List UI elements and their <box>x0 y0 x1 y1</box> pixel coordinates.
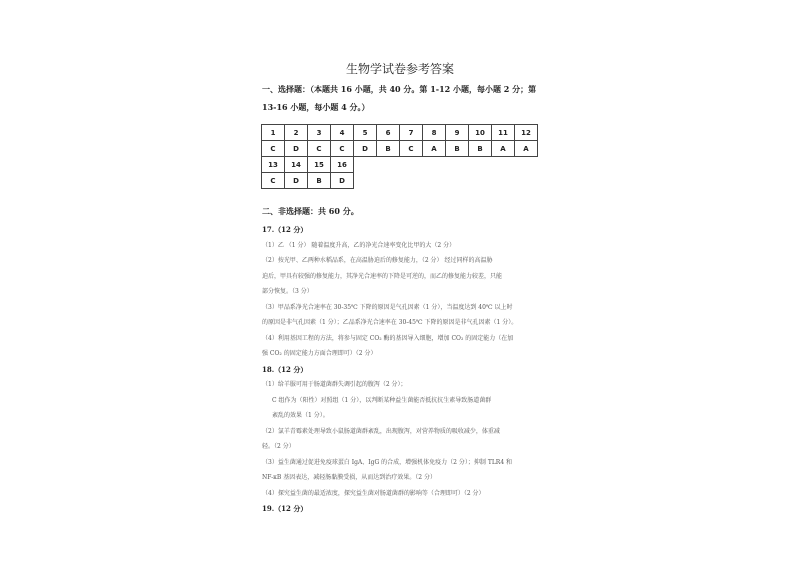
q18-line: 轻。（2 分） <box>262 443 295 450</box>
cell: A <box>515 141 538 157</box>
q17-line: 的原因是非气孔因素（1 分）；乙品系净光合速率在 30-45℃ 下降的原因是非气孔因素（1 分）。 <box>262 319 518 326</box>
cell: 14 <box>285 157 308 173</box>
answer-table <box>261 124 538 189</box>
q17-line: 迫后，甲具有较强的修复能力，其净光合速率的下降是可逆的，而乙的修复能力较差，只能 <box>262 272 503 280</box>
cell: 9 <box>446 125 469 141</box>
answer-row-numbers-2 <box>262 157 538 173</box>
cell: B <box>446 141 469 157</box>
q18-line: （1）给羊服可用于肠道菌群失调引起的腹泻（2 分）； <box>262 381 407 388</box>
section2-heading: 二、非选择题：共 60 分。 <box>262 206 359 216</box>
blank-cell <box>354 157 538 173</box>
section1-heading-line2: 13-16 小题，每小题 4 分。） <box>262 102 370 112</box>
cell: 1 <box>262 125 285 141</box>
cell: C <box>262 141 285 157</box>
cell: D <box>285 173 308 189</box>
answer-row-numbers-1 <box>262 125 538 141</box>
cell: C <box>331 141 354 157</box>
document-title: 生物学试卷参考答案 <box>345 62 454 76</box>
cell: 4 <box>331 125 354 141</box>
cell: D <box>331 173 354 189</box>
cell: A <box>423 141 446 157</box>
cell: 16 <box>331 157 354 173</box>
answer-row-letters-2 <box>262 173 538 189</box>
q19-header: 19.（12 分） <box>262 504 308 513</box>
q17-line: 强 CO₂ 的固定能力方面合理即可）（2 分） <box>262 350 377 357</box>
cell: 3 <box>308 125 331 141</box>
cell: 8 <box>423 125 446 141</box>
cell: A <box>492 141 515 157</box>
q18-line: （3）益生菌通过促进免疫球蛋白 IgA、IgG 的合成，增强机体免疫力（2 分）；抑制 TLR4 和 <box>262 458 513 466</box>
cell: 6 <box>377 125 400 141</box>
q17-line: （2）按光甲、乙两种水稻品系，在高温胁迫后的修复能力，（2 分） 经过同样的高温胁 <box>262 257 493 264</box>
cell: B <box>308 173 331 189</box>
blank-cell <box>354 173 538 189</box>
cell: 10 <box>469 125 492 141</box>
cell: C <box>262 173 285 189</box>
q17-line: （1）乙 （1 分） 随着温度升高，乙的净光合速率变化比甲的大（2 分） <box>262 241 456 249</box>
cell: C <box>400 141 423 157</box>
cell: 5 <box>354 125 377 141</box>
q18-line: 紊乱的效果（1 分）。 <box>272 412 329 419</box>
cell: 12 <box>515 125 538 141</box>
cell: C <box>308 141 331 157</box>
q18-line: （4）探究益生菌的最适浓度，探究益生菌对肠道菌群的影响等（合理即可）（2 分） <box>262 489 485 497</box>
q18-line: （2）氯羊青霉素处理导致小鼠肠道菌群紊乱，出现腹泻，对营养物质的吸收减少，体重减 <box>262 427 500 435</box>
cell: 11 <box>492 125 515 141</box>
cell: B <box>469 141 492 157</box>
section1-heading-line1: 一、选择题：（本题共 16 小题，共 40 分。第 1-12 小题，每小题 2 分；第 <box>262 84 537 94</box>
q18-line: C 组作为（阳性）对照组（1 分），以判断某种益生菌能否抵抗抗生素导致肠道菌群 <box>272 396 492 404</box>
cell: 15 <box>308 157 331 173</box>
q17-header: 17.（12 分） <box>262 225 308 234</box>
cell: 2 <box>285 125 308 141</box>
q17-line: （3）甲品系净光合速率在 30-35℃ 下降的原因是气孔因素（1 分），当温度达到 40℃ 以上时 <box>262 303 513 311</box>
cell: 7 <box>400 125 423 141</box>
q18-line: NF-κB 基因表达，减轻肠黏膜受损，从而达到治疗效果。（2 分） <box>262 474 436 481</box>
cell: B <box>377 141 400 157</box>
cell: 13 <box>262 157 285 173</box>
cell: D <box>354 141 377 157</box>
q17-line: 部分恢复。（3 分） <box>262 288 313 295</box>
cell: D <box>285 141 308 157</box>
q18-header: 18.（12 分） <box>262 364 308 374</box>
answer-row-letters-1 <box>262 141 538 157</box>
section1-heading <box>262 80 562 116</box>
q17-line: （4）利用基因工程的方法，将参与固定 CO₂ 酶的基因导入细胞，增加 CO₂ 的固定能力（在加 <box>262 334 514 342</box>
answers-body <box>262 222 542 517</box>
